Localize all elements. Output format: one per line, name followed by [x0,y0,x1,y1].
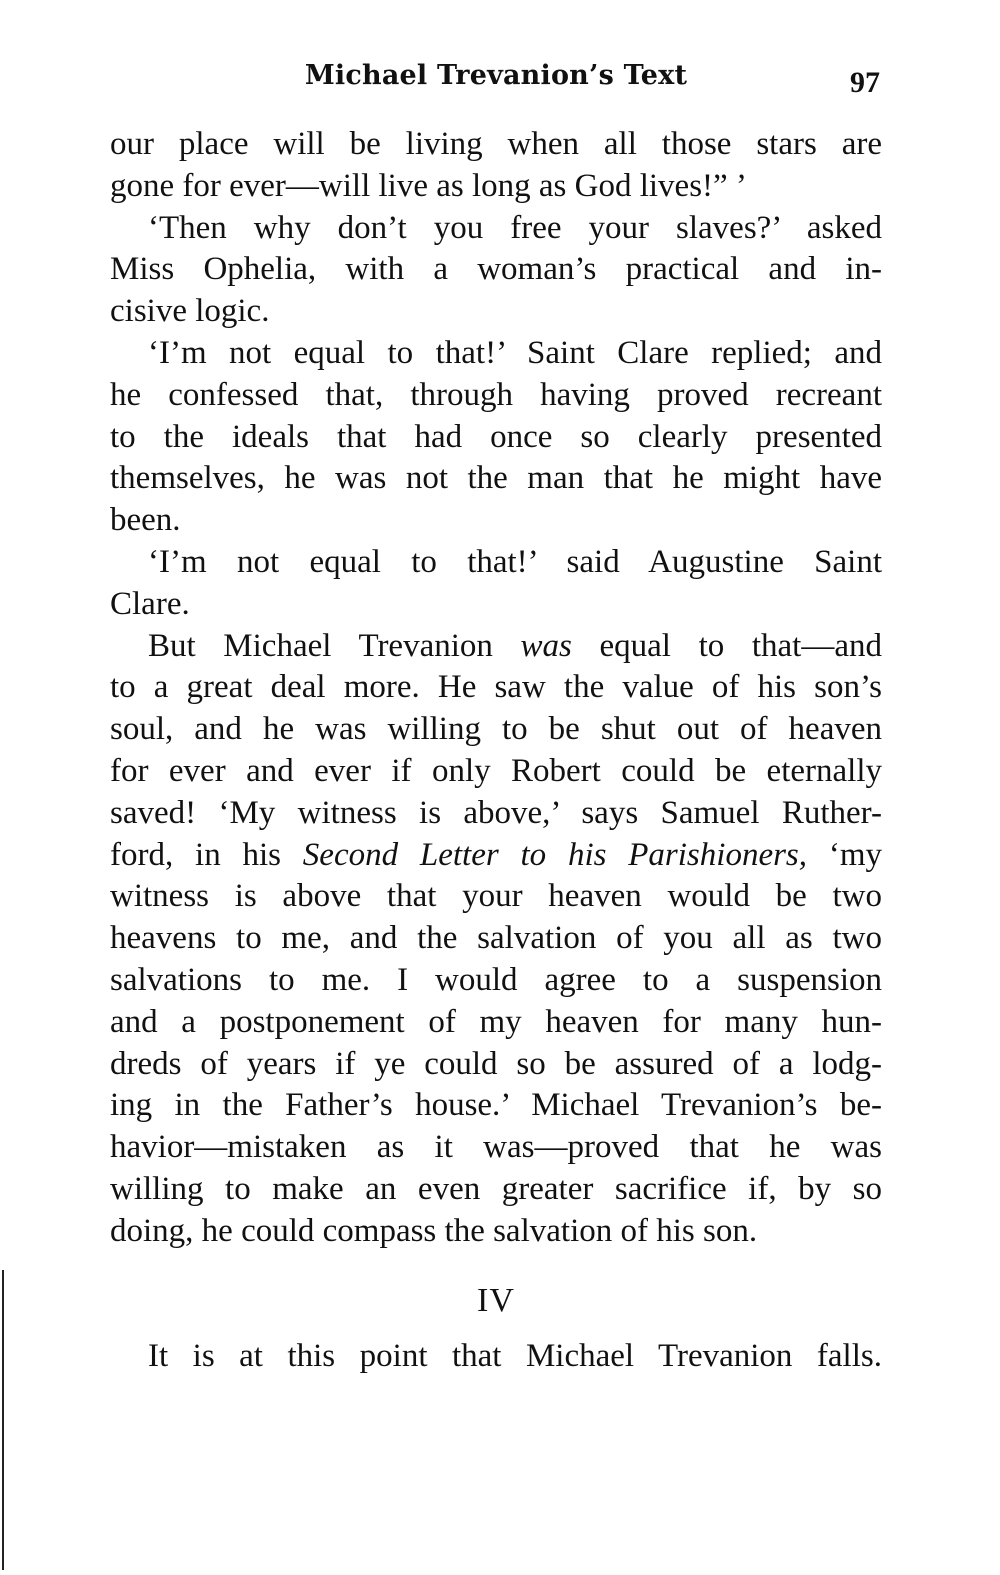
text-line: to a great deal more. He saw the value of his son’s [110,669,882,706]
text-line: ‘I’m not equal to that!’ Saint Clare replied; and [148,334,882,371]
text-line: ‘I’m not equal to that!’ said Augustine Saint [148,543,882,580]
text-line: our place will be living when all those stars are [110,126,882,162]
italic-run: was [520,627,572,664]
text-line: for ever and ever if only Robert could be eternally [110,752,882,789]
text-line: doing, he could compass the salvation of his son. [110,1212,758,1249]
text-line: themselves, he was not the man that he might have [110,460,882,497]
text-run: equal to that—and [571,627,882,664]
text-line: cisive logic. [110,293,270,330]
page-number: 97 [850,66,880,99]
text-line: havior—mistaken as it was—proved that he was [110,1129,882,1166]
text-line: and a postponement of my heaven for many hun- [110,1003,882,1040]
text-line [110,626,882,668]
text-line: salvations to me. I would agree to a suspension [110,961,882,998]
text-line: saved! ‘My witness is above,’ says Samuel Ruther- [110,794,882,831]
text-line: witness is above that your heaven would be two [110,878,882,915]
page-edge-rule [2,1270,4,1570]
text-line: ‘Then why don’t you free your slaves?’ asked [148,209,882,246]
paragraph-trevanion [110,626,882,1253]
text-line: willing to make an even greater sacrifice if, by so [110,1170,882,1207]
text-line: Clare. [110,585,190,622]
running-head [108,60,884,100]
running-title: Michael Trevanion’s Text [304,60,688,91]
paragraph-ophelia [110,208,882,333]
text-run: But Michael Trevanion [148,627,521,664]
text-line: dreds of years if ye could so be assured of a lodg- [110,1045,882,1082]
text-run: ‘my [807,836,882,873]
body-text [110,124,882,1253]
text-line: been. [110,502,181,539]
text-line [110,835,882,877]
italic-title-run: Second Letter to his Parishioners, [302,836,808,873]
section-first-line: It is at this point that Michael Trevanion falls. [148,1338,882,1374]
text-line: gone for ever—will live as long as God lives!” ’ [110,167,747,204]
text-line: he confessed that, through having proved recreant [110,376,882,413]
paragraph-augustine [110,542,882,626]
text-line: heavens to me, and the salvation of you all as two [110,920,882,957]
text-line: ing in the Father’s house.’ Michael Trevanion’s be- [110,1087,882,1124]
paragraph-continued [110,124,882,208]
text-line: soul, and he was willing to be shut out of heaven [110,711,882,748]
paragraph-saint-clare [110,333,882,542]
text-line: to the ideals that had once so clearly presented [110,418,882,455]
section-heading: IV [477,1282,515,1319]
text-line: Miss Ophelia, with a woman’s practical and in- [110,251,882,288]
text-run: ford, in his [110,836,303,873]
